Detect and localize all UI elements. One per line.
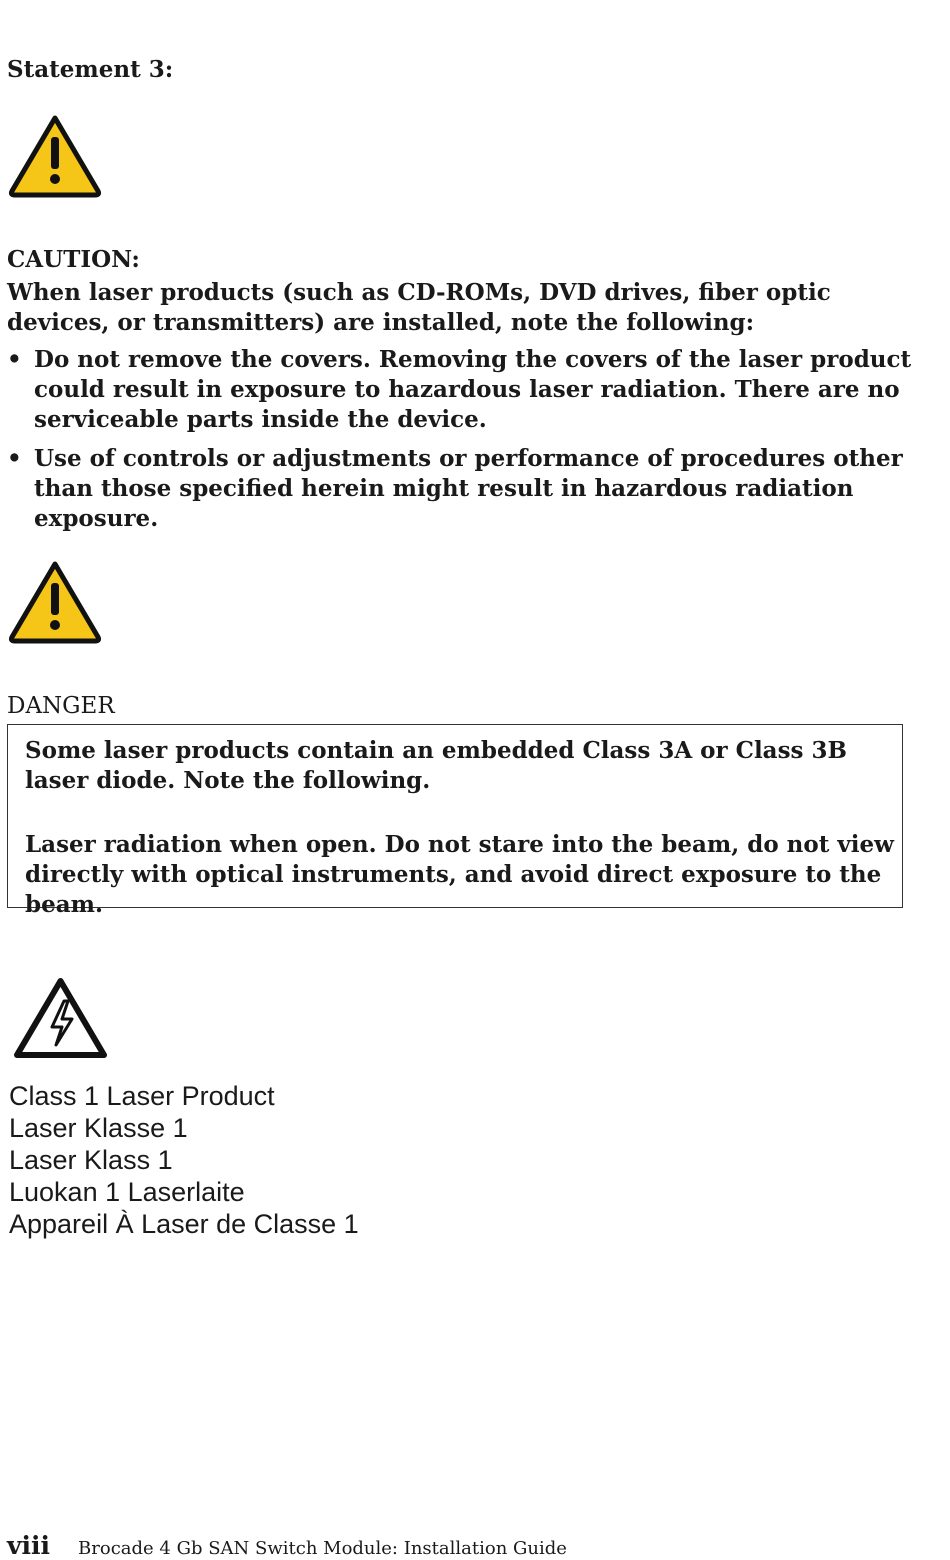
laser-label-line: Luokan 1 Laserlaite [9, 1177, 245, 1207]
caution-warning-icon [7, 112, 103, 198]
danger-label: DANGER [7, 693, 115, 719]
laser-label-line: Appareil À Laser de Classe 1 [9, 1209, 359, 1239]
list-item-text: Do not remove the covers. Removing the covers of the laser product could result in exposure to hazardous laser radiation. There are no serviceable parts inside the device. [34, 346, 912, 433]
list-item: • Use of controls or adjustments or performance of procedures other than those specified herein might result in hazardous radiation exposure. [7, 445, 903, 532]
laser-class-labels [9, 1080, 359, 1240]
page-number: viii [7, 1531, 51, 1560]
laser-label-line: Class 1 Laser Product [9, 1081, 275, 1111]
danger-notice-box [7, 724, 903, 918]
caution-intro: When laser products (such as CD-ROMs, DVD drives, fiber optic devices, or transmitters) are installed, note the following: [7, 279, 831, 336]
laser-label-line: Laser Klass 1 [9, 1145, 173, 1175]
document-title: Brocade 4 Gb SAN Switch Module: Installation Guide [78, 1538, 567, 1559]
page-footer [7, 1531, 567, 1560]
statement-title: Statement 3: [7, 56, 174, 83]
danger-paragraph-1: Some laser products contain an embedded Class 3A or Class 3B laser diode. Note the following. [25, 737, 847, 794]
list-item-text: Use of controls or adjustments or performance of procedures other than those specified herein might result in hazardous radiation exposure. [34, 445, 903, 532]
caution-list [7, 345, 927, 543]
laser-label-line: Laser Klasse 1 [9, 1113, 188, 1143]
danger-warning-icon [7, 558, 103, 644]
caution-label: CAUTION: [7, 246, 140, 273]
danger-paragraph-2: Laser radiation when open. Do not stare into the beam, do not view directly with optical instruments, and avoid direct exposure to the beam. [25, 831, 894, 918]
list-item: • Do not remove the covers. Removing the covers of the laser product could result in exposure to hazardous laser radiation. There are no serviceable parts inside the device. [7, 346, 912, 433]
high-voltage-laser-icon [12, 975, 109, 1061]
